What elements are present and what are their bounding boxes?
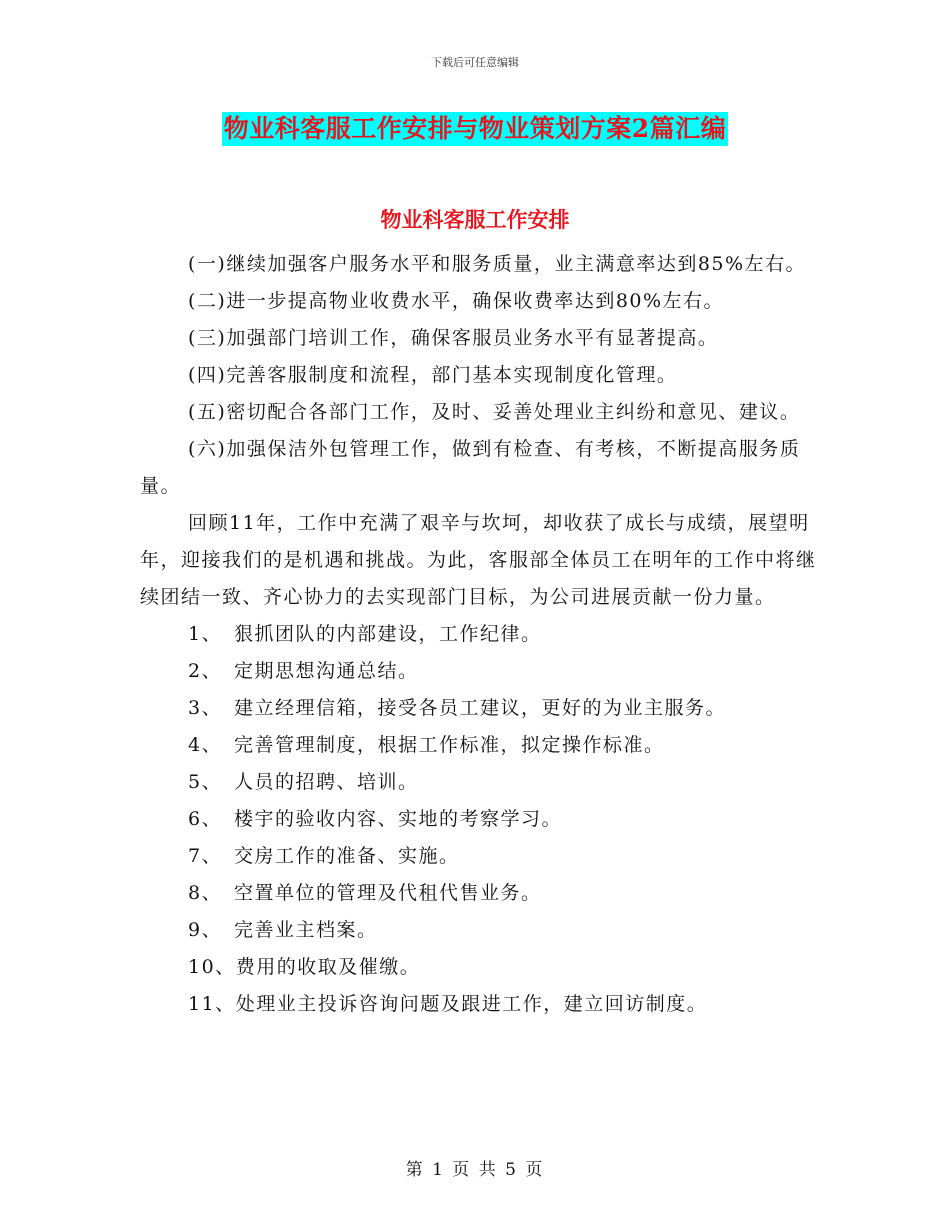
list-number: 9、 — [188, 919, 223, 941]
list-item — [140, 801, 820, 838]
paragraph: (二)进一步提高物业收费水平，确保收费率达到80%左右。 — [188, 290, 725, 312]
page-footer: 第 1 页 共 5 页 — [405, 1160, 545, 1180]
paragraph: (三)加强部门培训工作，确保客服员业务水平有显著提高。 — [188, 327, 719, 349]
list-item — [140, 912, 820, 949]
paragraph: (一)继续加强客户服务水平和服务质量，业主满意率达到85%左右。 — [188, 253, 807, 275]
list-item — [140, 838, 820, 875]
header-note: 下载后可任意编辑 — [431, 56, 519, 69]
paragraph: (五)密切配合各部门工作，及时、妥善处理业主纠纷和意见、建议。 — [188, 401, 801, 423]
paragraph: (四)完善客服制度和流程，部门基本实现制度化管理。 — [188, 364, 678, 386]
list-text: 处理业主投诉咨询问题及跟进工作，建立回访制度。 — [235, 993, 708, 1015]
list-text: 狠抓团队的内部建设，工作纪律。 — [234, 623, 542, 645]
list-item — [140, 616, 820, 653]
list-text: 建立经理信箱，接受各员工建议，更好的为业主服务。 — [234, 697, 727, 719]
document-title — [0, 112, 950, 146]
section-title: 物业科客服工作安排 — [380, 207, 570, 232]
list-text: 完善业主档案。 — [234, 919, 378, 941]
list-number: 8、 — [188, 882, 223, 904]
list-text: 费用的收取及催缴。 — [235, 956, 421, 978]
paragraph: 回顾11年，工作中充满了艰辛与坎坷，却收获了成长与成绩，展望明年，迎接我们的是机遇和挑战。为此，客服部全体员工在明年的工作中将继续团结一致、齐心协力的去实现部门目标，为公司进展贡献一份力量。 — [140, 512, 817, 608]
document-body — [140, 246, 820, 1023]
list-number: 10、 — [188, 956, 236, 978]
list-item — [140, 690, 820, 727]
list-item — [140, 727, 820, 764]
list-item — [140, 764, 820, 801]
list-text: 完善管理制度，根据工作标准，拟定操作标准。 — [234, 734, 665, 756]
list-number: 5、 — [188, 771, 223, 793]
list-text: 空置单位的管理及代租代售业务。 — [234, 882, 542, 904]
list-number: 7、 — [188, 845, 223, 867]
list-number: 2、 — [188, 660, 223, 682]
paragraph: (六)加强保洁外包管理工作，做到有检查、有考核，不断提高服务质量。 — [140, 438, 801, 497]
list-item — [140, 949, 820, 986]
list-item — [140, 986, 820, 1023]
document-title-text: 物业科客服工作安排与物业策划方案2篇汇编 — [222, 112, 728, 146]
list-number: 1、 — [188, 623, 223, 645]
list-item — [140, 653, 820, 690]
list-number: 6、 — [188, 808, 223, 830]
list-number: 11、 — [188, 993, 236, 1015]
list-text: 人员的招聘、培训。 — [234, 771, 419, 793]
list-text: 定期思想沟通总结。 — [234, 660, 419, 682]
list-text: 交房工作的准备、实施。 — [234, 845, 460, 867]
list-number: 4、 — [188, 734, 223, 756]
list-item — [140, 875, 820, 912]
list-text: 楼宇的验收内容、实地的考察学习。 — [234, 808, 563, 830]
list-number: 3、 — [188, 697, 223, 719]
